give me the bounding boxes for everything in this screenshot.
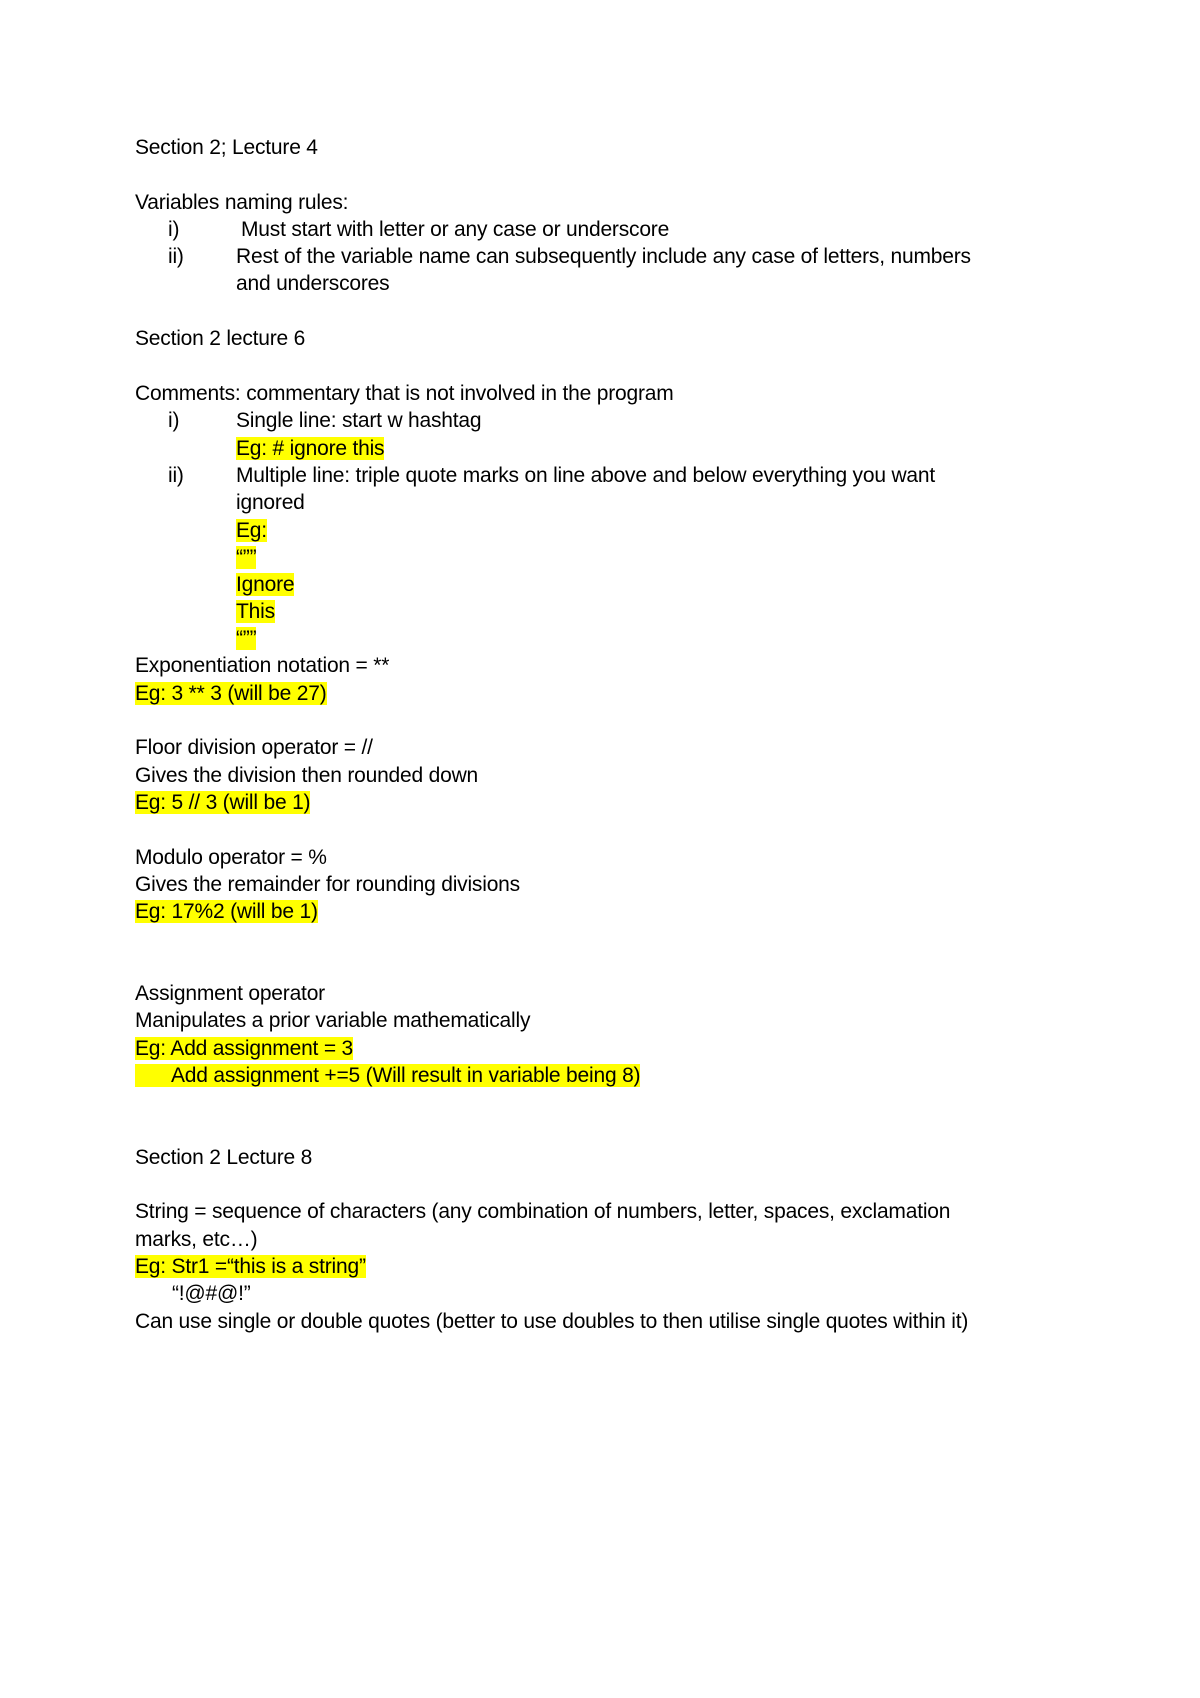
section-heading-lecture-6: Section 2 lecture 6 [135, 327, 306, 350]
list-item-text: Must start with letter or any case or underscore [241, 218, 670, 241]
example-highlight [135, 1253, 366, 1281]
highlighted-text: Eg: Add assignment = 3 [135, 1037, 353, 1060]
example-highlight [236, 571, 294, 599]
floor-division-desc: Gives the division then rounded down [135, 764, 479, 787]
example-highlight [236, 598, 275, 626]
modulo-text: Modulo operator = % [135, 846, 327, 869]
exponent-text: Exponentiation notation = ** [135, 654, 390, 677]
list-item-text: Rest of the variable name can subsequently include any case of letters, numbers [236, 245, 971, 268]
assignment-desc: Manipulates a prior variable mathematically [135, 1009, 531, 1032]
list-marker: ii) [168, 464, 184, 487]
example-highlight [135, 789, 310, 817]
variables-title: Variables naming rules: [135, 191, 349, 214]
highlighted-text: Ignore [236, 573, 295, 596]
highlighted-text: Eg: [236, 519, 267, 542]
highlighted-text: This [236, 600, 275, 623]
example-highlight [135, 1035, 353, 1063]
modulo-desc: Gives the remainder for rounding divisions [135, 873, 520, 896]
floor-division-text: Floor division operator = // [135, 736, 373, 759]
list-item-text-continued: and underscores [236, 272, 390, 295]
list-item-text: Multiple line: triple quote marks on line above and below everything you want [236, 464, 936, 487]
assignment-text: Assignment operator [135, 982, 325, 1005]
highlighted-text: Eg: 3 ** 3 (will be 27) [135, 682, 327, 705]
list-marker: i) [168, 409, 180, 432]
string-definition: String = sequence of characters (any combination of numbers, letter, spaces, exclamation [135, 1200, 951, 1223]
highlighted-text: Eg: 5 // 3 (will be 1) [135, 791, 311, 814]
highlighted-text: Add assignment +=5 (Will result in variable being 8) [135, 1064, 640, 1087]
highlighted-text: “”” [236, 546, 257, 569]
list-marker: i) [168, 218, 180, 241]
example-highlight [135, 680, 327, 708]
list-marker: ii) [168, 245, 184, 268]
list-item-text: Single line: start w hashtag [236, 409, 482, 432]
example-highlight [135, 1062, 640, 1090]
list-item-text-continued: ignored [236, 491, 305, 514]
quotes-note: Can use single or double quotes (better to use doubles to then utilise single quotes within it) [135, 1310, 969, 1333]
example-highlight [236, 517, 267, 545]
highlighted-text: Eg: 17%2 (will be 1) [135, 900, 318, 923]
comments-title: Comments: commentary that is not involved in the program [135, 382, 674, 405]
string-example-2: “!@#@!” [172, 1282, 251, 1305]
section-heading-lecture-8: Section 2 Lecture 8 [135, 1146, 313, 1169]
string-definition-continued: marks, etc…) [135, 1228, 258, 1251]
example-highlight [236, 544, 256, 572]
highlighted-text: Eg: # ignore this [236, 437, 385, 460]
highlighted-text: “”” [236, 627, 257, 650]
example-highlight [236, 625, 256, 653]
section-heading-lecture-4: Section 2; Lecture 4 [135, 136, 318, 159]
example-highlight [236, 435, 384, 463]
example-highlight [135, 898, 318, 926]
highlighted-text: Eg: Str1 =“this is a string” [135, 1255, 366, 1278]
